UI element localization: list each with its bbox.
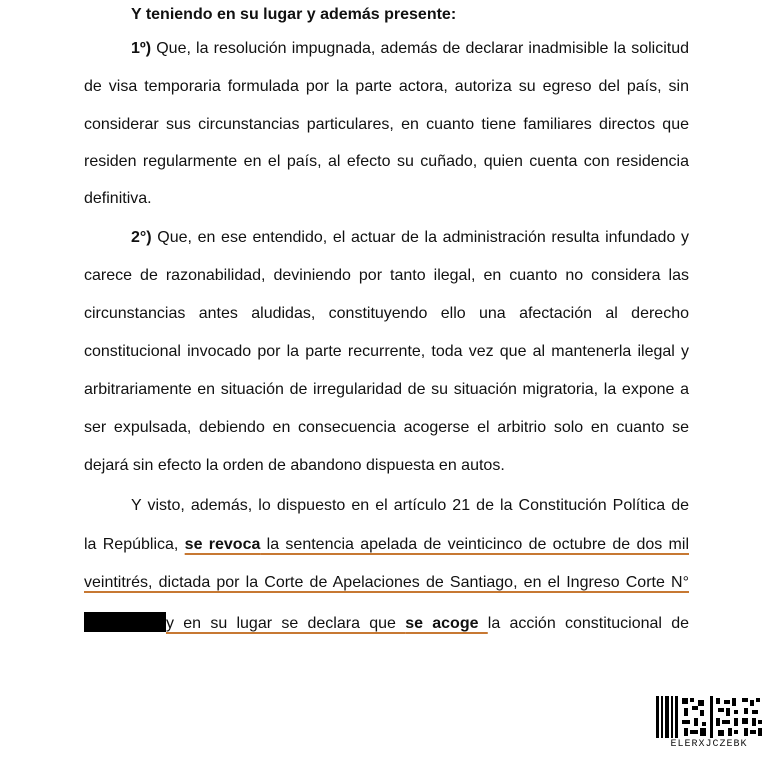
revoca-ruling: se revoca (184, 536, 261, 553)
acoge-ruling: se acoge (405, 615, 488, 632)
paragraph-2-line-5: arbitrariamente en situación de irregularidad de su situación migratoria, la expone a (84, 381, 689, 398)
verification-barcode (654, 696, 764, 750)
paragraph-2-line-2: carece de razonabilidad, deviniendo por tanto ilegal, en cuanto no considera las (84, 267, 689, 284)
paragraph-1-line-2: de visa temporaria formulada por la parte actora, autoriza su egreso del país, sin (84, 78, 689, 95)
paragraph-1-number: 1º) (131, 40, 152, 57)
paragraph-3-line-4: y en su lugar se declara que se acoge la acción constitucional de (84, 612, 689, 634)
paragraph-3-line-2: la República, se revoca la sentencia apelada de veinticinco de octubre de dos mil (84, 536, 689, 553)
paragraph-1-line-1: 1º) Que, la resolución impugnada, además de declarar inadmisible la solicitud (131, 40, 689, 57)
barcode-icon (654, 696, 764, 738)
paragraph-1-line-3: considerar sus circunstancias particulares, en cuanto tiene familiares directos que (84, 116, 689, 133)
section-heading: Y teniendo en su lugar y además presente: (131, 6, 457, 23)
paragraph-2-line-1: 2°) Que, en ese entendido, el actuar de la administración resulta infundado y (131, 229, 689, 246)
paragraph-2-line-3: circunstancias antes aludidas, constituyendo ello una afectación al derecho (84, 305, 689, 322)
paragraph-2-line-6: ser expulsada, debiendo en consecuencia acogerse el arbitrio solo en cuanto se (84, 419, 689, 436)
paragraph-2-number: 2°) (131, 229, 152, 246)
paragraph-3-line-1: Y visto, además, lo dispuesto en el artículo 21 de la Constitución Política de (131, 497, 689, 514)
paragraph-2-line-7: dejará sin efecto la orden de abandono dispuesta en autos. (84, 457, 505, 474)
paragraph-1-line-5: definitiva. (84, 190, 152, 207)
paragraph-2-line-4: constitucional invocado por la parte recurrente, toda vez que al mantenerla ilegal y (84, 343, 689, 360)
paragraph-1-line-4: residen regularmente en el país, al efecto su cuñado, quien cuenta con residencia (84, 153, 689, 170)
verification-code: ELERXJCZEBK (670, 739, 748, 750)
paragraph-3-line-3: veintitrés, dictada por la Corte de Apelaciones de Santiago, en el Ingreso Corte N° (84, 574, 689, 591)
redaction-block (84, 612, 166, 632)
